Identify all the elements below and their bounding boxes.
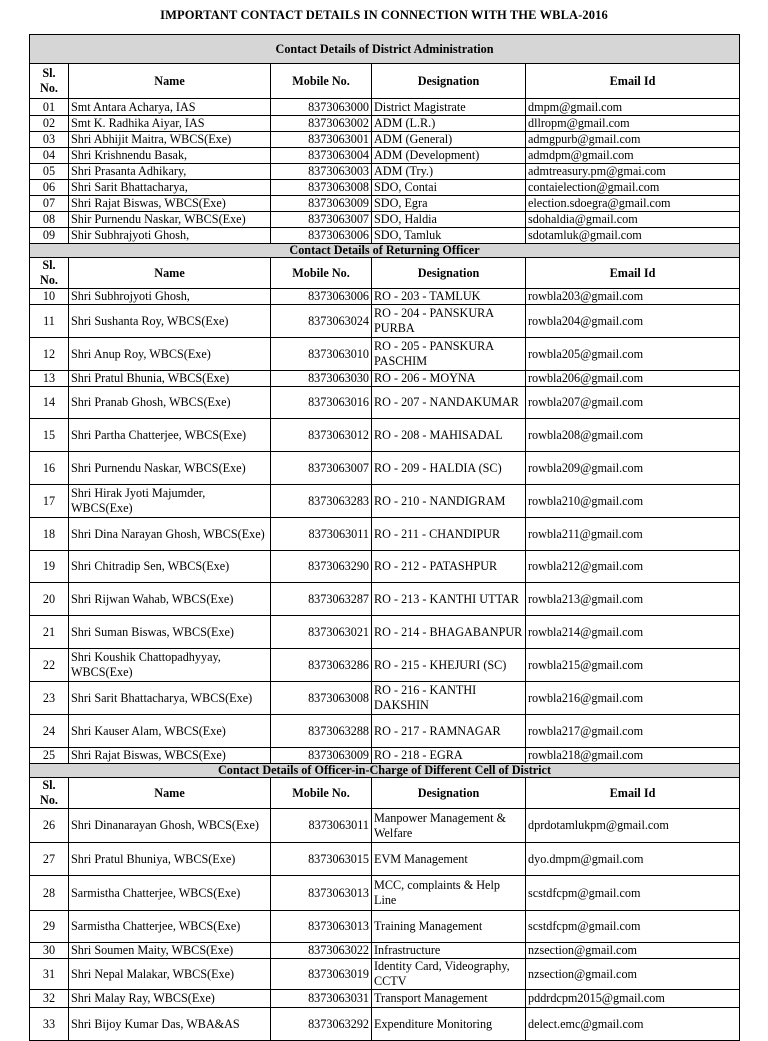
designation-cell: RO - 215 - KHEJURI (SC): [372, 649, 526, 682]
mobile-cell: 8373063009: [271, 748, 372, 764]
designation-cell: RO - 216 - KANTHI DAKSHIN: [372, 682, 526, 715]
email-cell[interactable]: dmpm@gmail.com: [526, 99, 740, 116]
name-cell: Shri Pratul Bhuniya, WBCS(Exe): [69, 843, 271, 876]
sl-no-cell: 11: [30, 305, 69, 338]
sl-no-cell: 14: [30, 387, 69, 419]
contact-table: [29, 34, 740, 1041]
designation-cell: RO - 208 - MAHISADAL: [372, 419, 526, 452]
email-cell[interactable]: rowbla213@gmail.com: [526, 583, 740, 616]
table-row: [30, 132, 740, 148]
email-cell[interactable]: rowbla216@gmail.com: [526, 682, 740, 715]
table-row: [30, 1008, 740, 1041]
sl-no-cell: 02: [30, 116, 69, 132]
mobile-cell: 8373063012: [271, 419, 372, 452]
designation-cell: MCC, complaints & Help Line: [372, 876, 526, 911]
email-cell[interactable]: rowbla209@gmail.com: [526, 452, 740, 485]
name-cell: Shri Dina Narayan Ghosh, WBCS(Exe): [69, 518, 271, 551]
sl-no-cell: 05: [30, 164, 69, 180]
email-cell[interactable]: delect.emc@gmail.com: [526, 1008, 740, 1041]
designation-cell: SDO, Egra: [372, 196, 526, 212]
column-header-row: [30, 778, 740, 809]
name-cell: Shri Sarit Bhattacharya, WBCS(Exe): [69, 682, 271, 715]
name-cell: Shri Sarit Bhattacharya,: [69, 180, 271, 196]
email-cell[interactable]: admgpurb@gmail.com: [526, 132, 740, 148]
table-row: [30, 387, 740, 419]
table-row: [30, 338, 740, 371]
designation-cell: RO - 206 - MOYNA: [372, 371, 526, 387]
mobile-cell: 8373063004: [271, 148, 372, 164]
sl-no-cell: 30: [30, 943, 69, 959]
table-row: [30, 116, 740, 132]
name-cell: Shri Anup Roy, WBCS(Exe): [69, 338, 271, 371]
mobile-cell: 8373063024: [271, 305, 372, 338]
designation-cell: ADM (L.R.): [372, 116, 526, 132]
mobile-cell: 8373063283: [271, 485, 372, 518]
table-row: [30, 583, 740, 616]
table-row: [30, 212, 740, 228]
table-row: [30, 876, 740, 911]
designation-cell: RO - 211 - CHANDIPUR: [372, 518, 526, 551]
mobile-cell: 8373063288: [271, 715, 372, 748]
email-cell[interactable]: rowbla207@gmail.com: [526, 387, 740, 419]
sl-no-cell: 31: [30, 959, 69, 990]
name-cell: Shri Krishnendu Basak,: [69, 148, 271, 164]
table-row: [30, 305, 740, 338]
email-cell[interactable]: sdotamluk@gmail.com: [526, 228, 740, 244]
table-row: [30, 809, 740, 843]
name-cell: Shri Rajat Biswas, WBCS(Exe): [69, 196, 271, 212]
table-row: [30, 682, 740, 715]
name-cell: Shri Pranab Ghosh, WBCS(Exe): [69, 387, 271, 419]
email-header: Email Id: [526, 258, 740, 289]
designation-cell: Expenditure Monitoring: [372, 1008, 526, 1041]
email-cell[interactable]: sdohaldia@gmail.com: [526, 212, 740, 228]
name-cell: Smt K. Radhika Aiyar, IAS: [69, 116, 271, 132]
table-row: [30, 164, 740, 180]
sl-no-cell: 13: [30, 371, 69, 387]
mobile-cell: 8373063003: [271, 164, 372, 180]
designation-cell: Manpower Management & Welfare: [372, 809, 526, 843]
sl-no-cell: 23: [30, 682, 69, 715]
name-cell: Shri Chitradip Sen, WBCS(Exe): [69, 551, 271, 583]
name-cell: Shir Purnendu Naskar, WBCS(Exe): [69, 212, 271, 228]
sl-no-cell: 10: [30, 289, 69, 305]
email-cell[interactable]: rowbla218@gmail.com: [526, 748, 740, 764]
sl-no-cell: 06: [30, 180, 69, 196]
designation-cell: RO - 209 - HALDIA (SC): [372, 452, 526, 485]
sl-no-cell: 28: [30, 876, 69, 911]
mobile-cell: 8373063002: [271, 116, 372, 132]
table-row: [30, 99, 740, 116]
table-row: [30, 551, 740, 583]
table-row: [30, 371, 740, 387]
mobile-cell: 8373063000: [271, 99, 372, 116]
email-cell[interactable]: rowbla217@gmail.com: [526, 715, 740, 748]
name-cell: Shri Pratul Bhunia, WBCS(Exe): [69, 371, 271, 387]
email-cell[interactable]: dprdotamlukpm@gmail.com: [526, 809, 740, 843]
mobile-cell: 8373063015: [271, 843, 372, 876]
table-row: [30, 715, 740, 748]
name-cell: Shri Dinanarayan Ghosh, WBCS(Exe): [69, 809, 271, 843]
email-cell[interactable]: election.sdoegra@gmail.com: [526, 196, 740, 212]
name-header: Name: [69, 778, 271, 809]
name-cell: Sarmistha Chatterjee, WBCS(Exe): [69, 911, 271, 943]
section-heading: Contact Details of Returning Officer: [30, 244, 740, 258]
email-cell[interactable]: rowbla210@gmail.com: [526, 485, 740, 518]
designation-cell: Infrastructure: [372, 943, 526, 959]
name-cell: Shri Malay Ray, WBCS(Exe): [69, 990, 271, 1008]
designation-header: Designation: [372, 258, 526, 289]
mobile-cell: 8373063021: [271, 616, 372, 649]
mobile-cell: 8373063011: [271, 518, 372, 551]
email-header: Email Id: [526, 64, 740, 99]
name-cell: Shri Rajat Biswas, WBCS(Exe): [69, 748, 271, 764]
sl-no-cell: 04: [30, 148, 69, 164]
table-row: [30, 419, 740, 452]
name-cell: Shri Soumen Maity, WBCS(Exe): [69, 943, 271, 959]
designation-cell: Identity Card, Videography, CCTV: [372, 959, 526, 990]
email-cell[interactable]: rowbla212@gmail.com: [526, 551, 740, 583]
name-cell: Shri Prasanta Adhikary,: [69, 164, 271, 180]
email-cell[interactable]: admdpm@gmail.com: [526, 148, 740, 164]
designation-cell: RO - 204 - PANSKURA PURBA: [372, 305, 526, 338]
email-cell[interactable]: pddrdcpm2015@gmail.com: [526, 990, 740, 1008]
designation-cell: RO - 207 - NANDAKUMAR: [372, 387, 526, 419]
table-row: [30, 518, 740, 551]
mobile-cell: 8373063019: [271, 959, 372, 990]
designation-cell: RO - 213 - KANTHI UTTAR: [372, 583, 526, 616]
table-row: [30, 959, 740, 990]
document-title: IMPORTANT CONTACT DETAILS IN CONNECTION WITH THE WBLA-2016: [160, 8, 608, 22]
designation-cell: Training Management: [372, 911, 526, 943]
email-cell[interactable]: dllropm@gmail.com: [526, 116, 740, 132]
designation-cell: EVM Management: [372, 843, 526, 876]
sl-no-cell: 32: [30, 990, 69, 1008]
sl-no-header: Sl. No.: [30, 258, 69, 289]
name-cell: Shri Rijwan Wahab, WBCS(Exe): [69, 583, 271, 616]
name-cell: Shri Bijoy Kumar Das, WBA&AS: [69, 1008, 271, 1041]
designation-cell: ADM (Try.): [372, 164, 526, 180]
sl-no-cell: 03: [30, 132, 69, 148]
table-row: [30, 180, 740, 196]
designation-header: Designation: [372, 778, 526, 809]
name-cell: Shri Nepal Malakar, WBCS(Exe): [69, 959, 271, 990]
mobile-cell: 8373063287: [271, 583, 372, 616]
name-cell: Shri Koushik Chattopadhyyay, WBCS(Exe): [69, 649, 271, 682]
mobile-cell: 8373063290: [271, 551, 372, 583]
name-header: Name: [69, 258, 271, 289]
mobile-cell: 8373063286: [271, 649, 372, 682]
table-row: [30, 943, 740, 959]
email-cell[interactable]: nzsection@gmail.com: [526, 943, 740, 959]
mobile-cell: 8373063008: [271, 682, 372, 715]
name-cell: Sarmistha Chatterjee, WBCS(Exe): [69, 876, 271, 911]
designation-cell: RO - 210 - NANDIGRAM: [372, 485, 526, 518]
sl-no-cell: 09: [30, 228, 69, 244]
sl-no-cell: 25: [30, 748, 69, 764]
email-cell[interactable]: dyo.dmpm@gmail.com: [526, 843, 740, 876]
sl-no-header: Sl. No.: [30, 778, 69, 809]
designation-cell: ADM (Development): [372, 148, 526, 164]
mobile-cell: 8373063030: [271, 371, 372, 387]
section-heading-row: [30, 764, 740, 778]
mobile-cell: 8373063009: [271, 196, 372, 212]
sl-no-cell: 29: [30, 911, 69, 943]
mobile-cell: 8373063010: [271, 338, 372, 371]
sl-no-cell: 18: [30, 518, 69, 551]
mobile-cell: 8373063007: [271, 452, 372, 485]
mobile-header: Mobile No.: [271, 778, 372, 809]
email-cell[interactable]: rowbla211@gmail.com: [526, 518, 740, 551]
sl-no-cell: 21: [30, 616, 69, 649]
mobile-cell: 8373063013: [271, 876, 372, 911]
sl-no-cell: 27: [30, 843, 69, 876]
designation-cell: District Magistrate: [372, 99, 526, 116]
name-cell: Shri Abhijit Maitra, WBCS(Exe): [69, 132, 271, 148]
designation-cell: SDO, Haldia: [372, 212, 526, 228]
mobile-cell: 8373063007: [271, 212, 372, 228]
table-row: [30, 616, 740, 649]
sl-no-cell: 33: [30, 1008, 69, 1041]
name-cell: Shri Suman Biswas, WBCS(Exe): [69, 616, 271, 649]
email-cell[interactable]: rowbla214@gmail.com: [526, 616, 740, 649]
designation-cell: RO - 203 - TAMLUK: [372, 289, 526, 305]
mobile-cell: 8373063001: [271, 132, 372, 148]
table-row: [30, 843, 740, 876]
sl-no-cell: 08: [30, 212, 69, 228]
section-heading: Contact Details of District Administration: [30, 35, 740, 64]
table-row: [30, 485, 740, 518]
name-cell: Shri Partha Chatterjee, WBCS(Exe): [69, 419, 271, 452]
sl-no-cell: 07: [30, 196, 69, 212]
email-cell[interactable]: rowbla215@gmail.com: [526, 649, 740, 682]
sl-no-cell: 15: [30, 419, 69, 452]
mobile-cell: 8373063031: [271, 990, 372, 1008]
designation-cell: RO - 217 - RAMNAGAR: [372, 715, 526, 748]
email-cell[interactable]: rowbla206@gmail.com: [526, 371, 740, 387]
sl-no-cell: 17: [30, 485, 69, 518]
designation-cell: SDO, Contai: [372, 180, 526, 196]
mobile-cell: 8373063013: [271, 911, 372, 943]
designation-header: Designation: [372, 64, 526, 99]
mobile-cell: 8373063008: [271, 180, 372, 196]
section-heading: Contact Details of Officer-in-Charge of Different Cell of District: [30, 764, 740, 778]
email-cell[interactable]: scstdfcpm@gmail.com: [526, 876, 740, 911]
table-row: [30, 452, 740, 485]
section-heading-row: [30, 35, 740, 64]
designation-cell: RO - 212 - PATASHPUR: [372, 551, 526, 583]
mobile-header: Mobile No.: [271, 64, 372, 99]
column-header-row: [30, 64, 740, 99]
email-cell[interactable]: rowbla204@gmail.com: [526, 305, 740, 338]
name-cell: Shri Sushanta Roy, WBCS(Exe): [69, 305, 271, 338]
email-cell[interactable]: rowbla203@gmail.com: [526, 289, 740, 305]
table-row: [30, 649, 740, 682]
table-row: [30, 228, 740, 244]
mobile-cell: 8373063292: [271, 1008, 372, 1041]
sl-no-cell: 22: [30, 649, 69, 682]
mobile-cell: 8373063016: [271, 387, 372, 419]
designation-cell: ADM (General): [372, 132, 526, 148]
column-header-row: [30, 258, 740, 289]
email-cell[interactable]: scstdfcpm@gmail.com: [526, 911, 740, 943]
designation-cell: Transport Management: [372, 990, 526, 1008]
email-cell[interactable]: rowbla205@gmail.com: [526, 338, 740, 371]
name-cell: Shri Purnendu Naskar, WBCS(Exe): [69, 452, 271, 485]
sl-no-cell: 01: [30, 99, 69, 116]
name-cell: Shri Subhrojyoti Ghosh,: [69, 289, 271, 305]
table-row: [30, 911, 740, 943]
sl-no-cell: 26: [30, 809, 69, 843]
name-cell: Shir Subhrajyoti Ghosh,: [69, 228, 271, 244]
table-row: [30, 289, 740, 305]
sl-no-cell: 24: [30, 715, 69, 748]
table-row: [30, 196, 740, 212]
sl-no-header: Sl. No.: [30, 64, 69, 99]
name-cell: Smt Antara Acharya, IAS: [69, 99, 271, 116]
mobile-cell: 8373063006: [271, 289, 372, 305]
designation-cell: SDO, Tamluk: [372, 228, 526, 244]
name-header: Name: [69, 64, 271, 99]
table-row: [30, 748, 740, 764]
mobile-header: Mobile No.: [271, 258, 372, 289]
email-cell[interactable]: nzsection@gmail.com: [526, 959, 740, 990]
mobile-cell: 8373063011: [271, 809, 372, 843]
name-cell: Shri Hirak Jyoti Majumder, WBCS(Exe): [69, 485, 271, 518]
mobile-cell: 8373063022: [271, 943, 372, 959]
section-heading-row: [30, 244, 740, 258]
email-cell[interactable]: rowbla208@gmail.com: [526, 419, 740, 452]
sl-no-cell: 19: [30, 551, 69, 583]
sl-no-cell: 12: [30, 338, 69, 371]
table-row: [30, 148, 740, 164]
email-cell[interactable]: admtreasury.pm@gmai.com: [526, 164, 740, 180]
mobile-cell: 8373063006: [271, 228, 372, 244]
table-row: [30, 990, 740, 1008]
designation-cell: RO - 218 - EGRA: [372, 748, 526, 764]
sl-no-cell: 16: [30, 452, 69, 485]
name-cell: Shri Kauser Alam, WBCS(Exe): [69, 715, 271, 748]
email-cell[interactable]: contaielection@gmail.com: [526, 180, 740, 196]
email-header: Email Id: [526, 778, 740, 809]
designation-cell: RO - 205 - PANSKURA PASCHIM: [372, 338, 526, 371]
designation-cell: RO - 214 - BHAGABANPUR: [372, 616, 526, 649]
sl-no-cell: 20: [30, 583, 69, 616]
